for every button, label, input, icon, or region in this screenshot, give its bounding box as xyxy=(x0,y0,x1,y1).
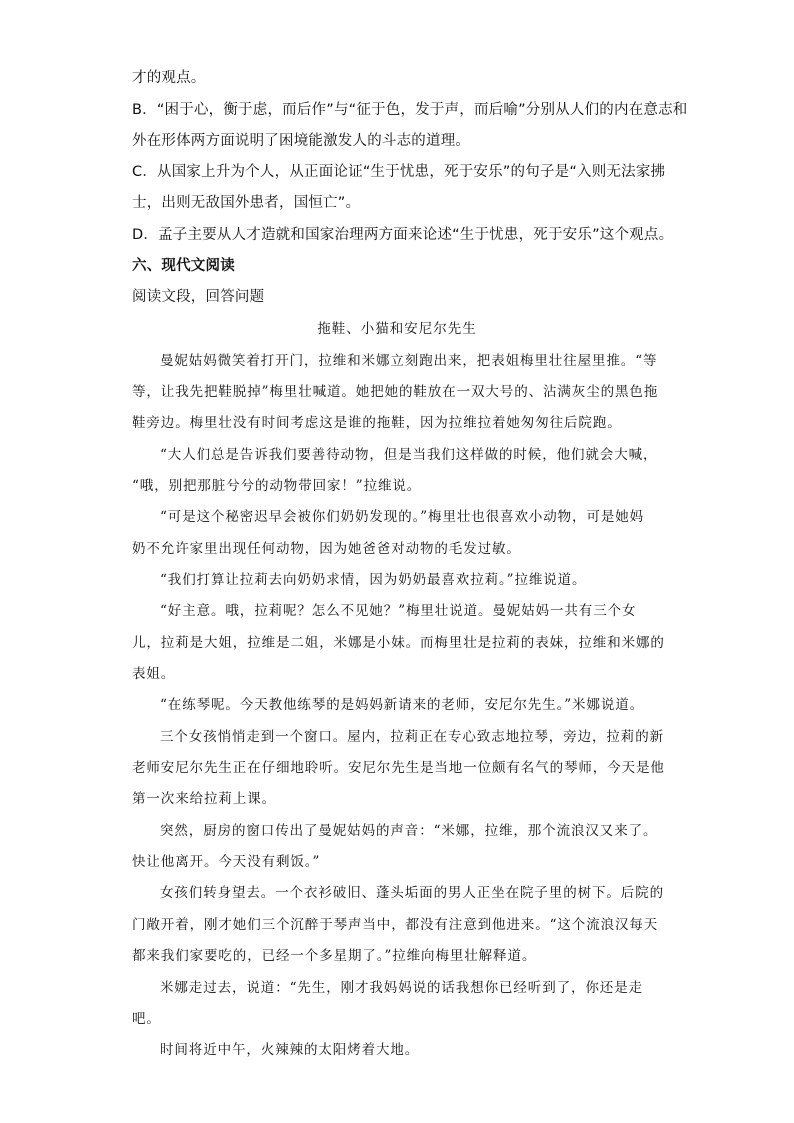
story-line: 鞋旁边。梅里壮没有时间考虑这是谁的拖鞋，因为拉维拉着她匆匆往后院跑。 xyxy=(132,415,622,431)
story-line: “哦，别把那脏兮兮的动物带回家！”拉维说。 xyxy=(132,478,422,494)
story-line: 三个女孩悄悄走到一个窗口。屋内，拉莉正在专心致志地拉琴，旁边，拉莉的新 xyxy=(160,729,664,745)
option-b-line-1: B．“困于心，衡于虑，而后作”与“征于色，发于声，而后喻”分别从人们的内在意志和 xyxy=(132,102,688,118)
story-line: 儿，拉莉是大姐，拉维是二姐，米娜是小妹。而梅里壮是拉莉的表妹，拉维和米娜的 xyxy=(132,635,665,651)
story-line: “好主意。哦，拉莉呢？怎么不见她？”梅里壮说道。曼妮姑妈一共有三个女 xyxy=(160,603,637,619)
option-d: D．孟子主要从人才造就和国家治理两方面来论述“生于忧患，死于安乐”这个观点。 xyxy=(132,227,674,243)
story-line: 第一次来给拉莉上课。 xyxy=(132,791,276,807)
story-line: 曼妮姑妈微笑着打开门，拉维和米娜立刻跑出来，把表姐梅里壮往屋里推。“等 xyxy=(160,353,658,369)
story-line: “可是这个秘密迟早会被你们奶奶发现的。”梅里壮也很喜欢小动物，可是她妈 xyxy=(160,509,645,525)
story-line: “在练琴呢。今天教他练琴的是妈妈新请来的老师，安尼尔先生。”米娜说道。 xyxy=(160,697,645,713)
option-c-line-2: 士，出则无敌国外患者，国恒亡”。 xyxy=(132,195,361,211)
story-line: 女孩们转身望去。一个衣衫破旧、蓬头垢面的男人正坐在院子里的树下。后院的 xyxy=(160,885,664,901)
option-a-continuation: 才的观点。 xyxy=(132,70,206,86)
story-line: “大人们总是告诉我们要善待动物，但是当我们这样做的时候，他们就会大喊， xyxy=(160,447,658,463)
story-title: 拖鞋、小猫和安尼尔先生 xyxy=(317,321,477,337)
reading-instruction: 阅读文段，回答问题 xyxy=(132,289,265,305)
story-line: 吧。 xyxy=(132,1011,161,1027)
story-line: 表姐。 xyxy=(132,666,176,682)
story-line: 等，让我先把鞋脱掉”梅里壮喊道。她把她的鞋放在一双大号的、沾满灰尘的黑色拖 xyxy=(132,384,659,400)
story-line: 奶不允许家里出现任何动物，因为她爸爸对动物的毛发过敏。 xyxy=(132,541,521,557)
story-line: 都来我们家要吃的，已经一个多星期了。”拉维向梅里壮解释道。 xyxy=(132,948,537,964)
story-line: 老师安尼尔先生正在仔细地聆听。安尼尔先生是当地一位颇有名气的琴师，今天是他 xyxy=(132,760,665,776)
option-b-line-2: 外在形体两方面说明了困境能激发人的斗志的道理。 xyxy=(132,133,471,149)
story-line: 时间将近中午，火辣辣的太阳烤着大地。 xyxy=(160,1042,420,1058)
story-line: 突然，厨房的窗口传出了曼妮姑妈的声音：“米娜，拉维，那个流浪汉又来了。 xyxy=(160,823,658,839)
option-c-line-1: C．从国家上升为个人，从正面论证“生于忧患，死于安乐”的句子是“入则无法家拂 xyxy=(132,164,666,180)
story-line: 米娜走过去，说道：“先生，刚才我妈妈说的话我想你已经听到了，你还是走 xyxy=(160,980,644,996)
story-line: “我们打算让拉莉去向奶奶求情，因为奶奶最喜欢拉莉。”拉维说道。 xyxy=(160,572,587,588)
story-line: 快让他离开。今天没有剩饭。” xyxy=(132,854,321,870)
story-line: 门敞开着，刚才她们三个沉醉于琴声当中，都没有注意到他进来。“这个流浪汉每天 xyxy=(132,917,659,933)
section-heading: 六、现代文阅读 xyxy=(132,258,235,274)
